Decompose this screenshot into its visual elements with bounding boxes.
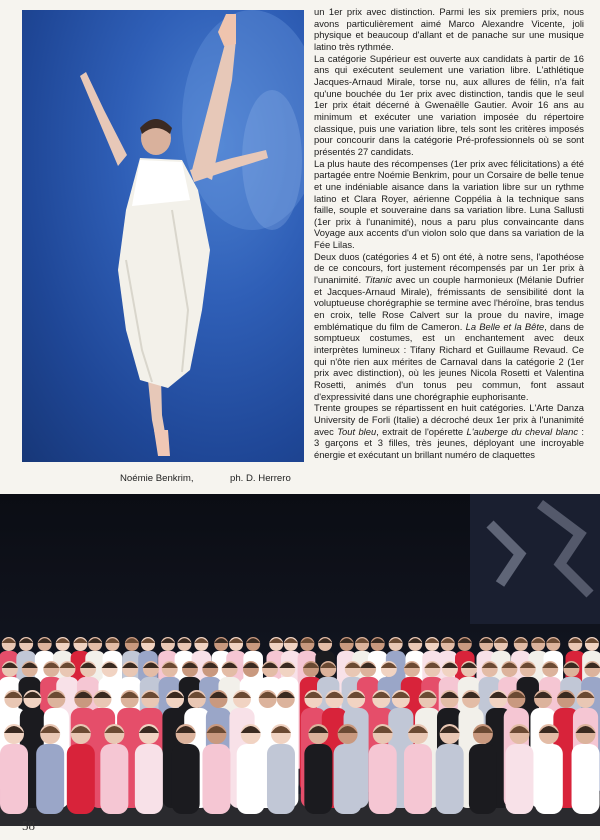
title-auberge-cheval-blanc: L'auberge du cheval blanc: [466, 425, 579, 437]
paragraph-2: La catégorie Supérieur est ouverte aux candidats à partir de 16 ans qui exécutent seulement une variation libre. L'athlétique Jacques-Arnaud Mirale, torse nu, aux allures de félin, n'a fait qu'une bouchée du 1er prix avec distinction, tandis que le seul 1er prix était décerné à Gwenaëlle Gautier. Avoir 16 ans au minimum et exécuter une variation imposée du répertoire classique, puis une variation libre, tels sont les critères imposés pour concourir dans la catégorie Pré-professionnels où se sont présentés 27 candidats.: [314, 52, 584, 157]
paragraph-5: [314, 402, 584, 460]
paragraph-5-text-a: Trente groupes se répartissent en huit catégories. L'Arte Danza University de Forli (Italie) a décroché deux 1er prix à l'unanimité avec: [314, 402, 584, 437]
paragraph-4-text-c: , dans de somptueux costumes, est un enchantement avec deux interprètes lumineux : Tifany Richard et Guillaume Revaud. Ce qui n'ôte rien aux mérites de Carnaval dans la catégorie 2 (1er prix avec distinction), où les jeunes Nicola Rosetti et Valentina Rosetti, animés d'un tonus peu commun, font assaut d'expressivité dans une chorégraphie euphorisante.: [314, 320, 584, 402]
paragraph-5-text-b: , extrait de l'opérette: [376, 425, 467, 437]
paragraph-4-text-a: Deux duos (catégories 4 et 5) ont été, à notre sens, l'apothéose de ce concours, fort justement récompensés par un 1er prix à l'unanimité.: [314, 250, 584, 286]
paragraph-4: [314, 251, 584, 403]
page-number: 58: [22, 818, 35, 833]
dancer-illustration: [22, 10, 304, 462]
title-tout-bleu: Tout bleu: [337, 425, 377, 437]
caption-name: Noémie Benkrim,: [120, 473, 194, 484]
photo-caption: [120, 473, 320, 484]
title-belle-et-la-bete: La Belle et la Bête: [465, 320, 545, 332]
paragraph-3: La plus haute des récompenses (1er prix avec félicitations) a été partagée entre Noémie Benkrim, pour un Corsaire de belle tenue et une indéniable aisance dans la variation libre sur un rythme latino et Clara Royer, aérienne Coppélia à la technique sans faille, souple et souveraine dans sa variation libre. Luna Sallusti (1er prix à l'unanimité), nous a paru plus convaincante dans Voyage aux accents d'un violon solo que dans sa variation de la Fée Lilas.: [314, 157, 584, 251]
paragraph-1: un 1er prix avec distinction. Parmi les six premiers prix, nous avons particulièrement aimé Marco Alexandre Vicente, joli physique et beaucoup d'allant et de panache sur une musique latino très rythmée.: [314, 6, 584, 52]
dancer-photo: [22, 10, 304, 462]
paragraph-5-text-c: : 3 garçons et 3 filles, très jeunes, déployant une incroyable énergie et exécutant un brillant numéro de claquettes: [314, 425, 584, 460]
caption-credit: ph. D. Herrero: [230, 473, 291, 484]
title-titanic: Titanic: [364, 274, 393, 286]
group-photo: [0, 494, 600, 826]
paragraph-4-text-b: avec un couple harmonieux (Mélanie Dufrier et Jacques-Arnaud Mirale), frémissants de sensibilité dont la voluptueuse chorégraphie se termine avec l'héroïne, bras tendus en croix, telle Rose Calvert sur la proue du navire, image emblématique du film de Cameron.: [314, 274, 584, 332]
article-text: [314, 6, 584, 461]
group-illustration: [0, 494, 600, 826]
